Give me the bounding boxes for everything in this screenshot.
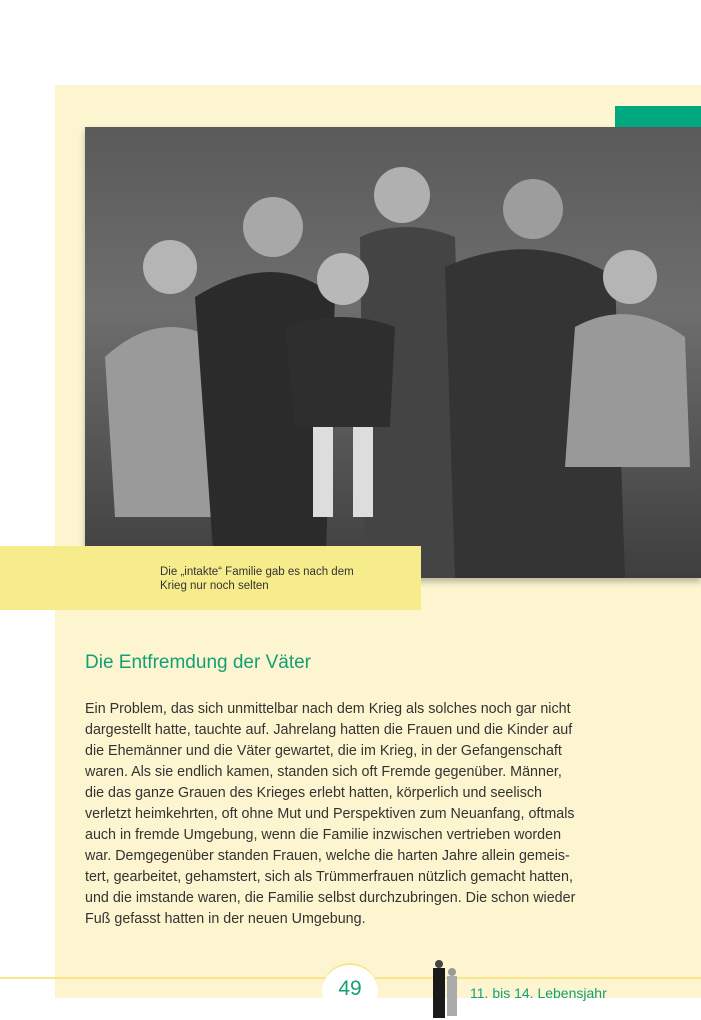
chapter-label: 11. bis 14. Lebensjahr bbox=[470, 985, 607, 1001]
body-text bbox=[85, 699, 625, 930]
body-line: die das ganze Grauen des Krieges erlebt hatten, körperlich und seelisch bbox=[85, 785, 542, 801]
family-photo bbox=[85, 127, 701, 578]
photo-caption-box bbox=[0, 546, 421, 610]
chapter-tab-marker bbox=[615, 106, 701, 127]
body-line: auch in fremde Umgebung, wenn die Familie inzwischen vertrieben worden bbox=[85, 827, 562, 843]
page-number: 49 bbox=[338, 977, 362, 1000]
caption-line: Krieg nur noch selten bbox=[160, 580, 269, 592]
body-line: die Ehemänner und die Väter gewartet, die im Krieg, in der Gefangenschaft bbox=[85, 743, 562, 759]
body-line: tert, gearbeitet, gehamstert, sich als Trümmerfrauen nützlich gemacht hatten, bbox=[85, 869, 573, 885]
body-line: war. Demgegenüber standen Frauen, welche die harten Jahre allein gemeis- bbox=[85, 848, 570, 864]
father-child-figure-icon bbox=[428, 958, 464, 1020]
body-line: Ein Problem, das sich unmittelbar nach dem Krieg als solches noch gar nicht bbox=[85, 701, 571, 717]
section-heading: Die Entfremdung der Väter bbox=[85, 652, 312, 673]
body-line: dargestellt hatte, tauchte auf. Jahrelang hatten die Frauen und die Kinder auf bbox=[85, 722, 573, 738]
photo-caption bbox=[160, 565, 354, 593]
body-line: Fuß gefasst hatten in der neuen Umgebung. bbox=[85, 911, 366, 927]
body-line: waren. Als sie endlich kamen, standen sich oft Fremde gegenüber. Männer, bbox=[85, 764, 562, 780]
caption-line: Die „intakte“ Familie gab es nach dem bbox=[160, 566, 354, 578]
body-line: und die imstande waren, die Familie selbst durchzubringen. Die schon wieder bbox=[85, 890, 576, 906]
body-line: verletzt heimkehrten, oft ohne Mut und Perspektiven zum Neuanfang, oftmals bbox=[85, 806, 575, 822]
